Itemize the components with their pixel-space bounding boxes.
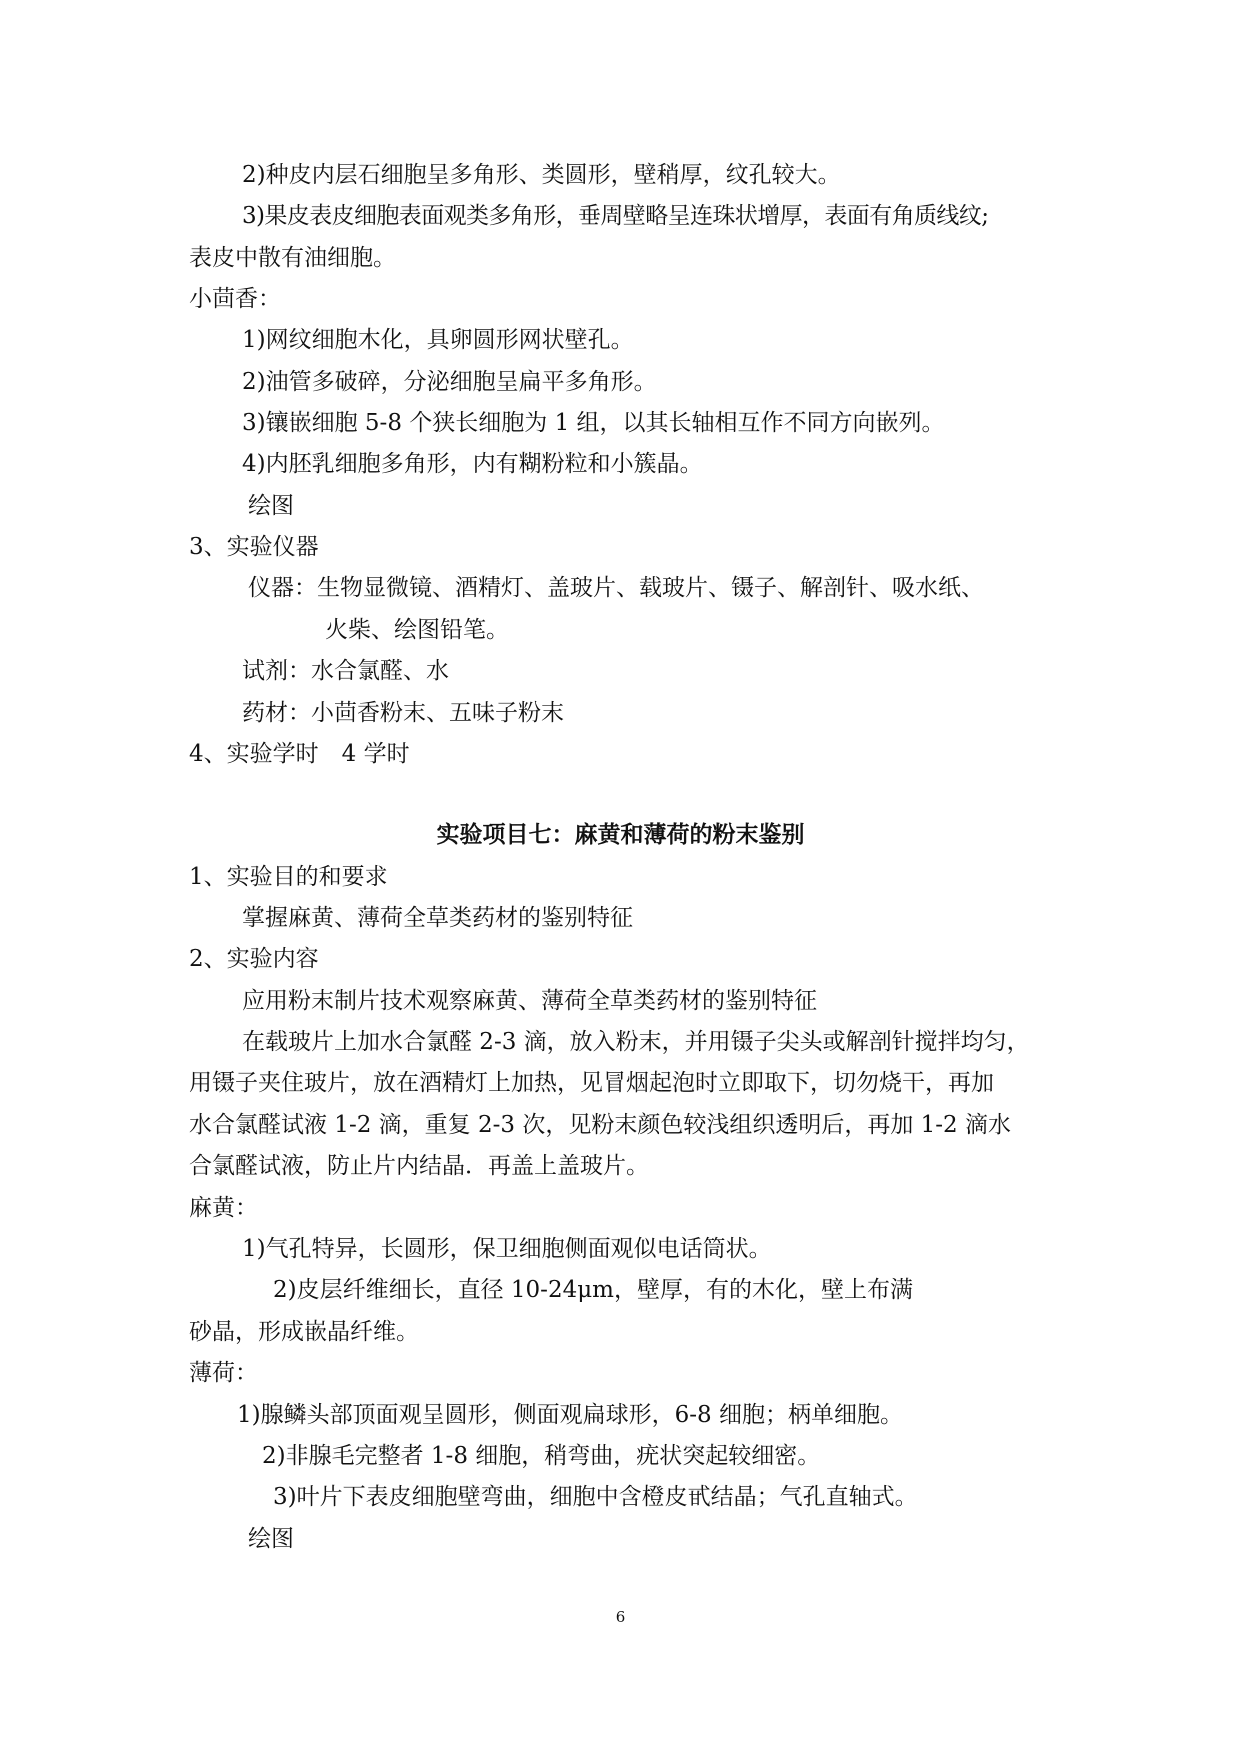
text-line: 3)镶嵌细胞 5-8 个狭长细胞为 1 组，以其长轴相互作不同方向嵌列。	[242, 410, 945, 436]
text-line: 1)气孔特异，长圆形，保卫细胞侧面观似电话筒状。	[242, 1236, 772, 1262]
text-line: 合氯醛试液，防止片内结晶．再盖上盖玻片。	[189, 1153, 649, 1179]
text-line: 1)腺鳞头部顶面观呈圆形，侧面观扁球形，6-8 细胞；柄单细胞。	[237, 1402, 903, 1428]
text-line: 砂晶，形成嵌晶纤维。	[189, 1319, 419, 1345]
section-heading: 4、实验学时 4 学时	[189, 741, 410, 767]
text-line: 2)非腺毛完整者 1-8 细胞，稍弯曲，疣状突起较细密。	[262, 1443, 821, 1469]
text-line: 药材：小茴香粉末、五味子粉末	[242, 700, 564, 726]
text-line: 仪器：生物显微镜、酒精灯、盖玻片、载玻片、镊子、解剖针、吸水纸、	[248, 575, 984, 601]
section-label-bohe: 薄荷：	[189, 1360, 258, 1386]
text-line: 2)油管多破碎，分泌细胞呈扁平多角形。	[242, 369, 657, 395]
section-label-xiaohuixiang: 小茴香：	[189, 286, 281, 312]
text-line: 3)果皮表皮细胞表面观类多角形，垂周壁略呈连珠状增厚，表面有角质线纹;	[242, 203, 989, 229]
text-line: 用镊子夹住玻片，放在酒精灯上加热，见冒烟起泡时立即取下，切勿烧干，再加	[189, 1070, 994, 1096]
section-label-mahuang: 麻黄：	[189, 1195, 258, 1221]
text-line: 1)网纹细胞木化，具卵圆形网状壁孔。	[242, 327, 634, 353]
text-line: 水合氯醛试液 1-2 滴，重复 2-3 次，见粉末颜色较浅组织透明后，再加 1-2 滴水	[189, 1112, 1011, 1138]
text-line: 在载玻片上加水合氯醛 2-3 滴，放入粉末，并用镊子尖头或解剖针搅拌均匀，	[242, 1029, 1030, 1055]
text-line: 表皮中散有油细胞。	[189, 245, 396, 271]
section-heading: 3、实验仪器	[189, 534, 319, 560]
text-line: 2)种皮内层石细胞呈多角形、类圆形，壁稍厚，纹孔较大。	[242, 162, 841, 188]
text-line: 4)内胚乳细胞多角形，内有糊粉粒和小簇晶。	[242, 451, 703, 477]
experiment-title: 实验项目七：麻黄和薄荷的粉末鉴别	[436, 821, 805, 848]
section-heading: 1、实验目的和要求	[189, 864, 388, 890]
text-line: 3)叶片下表皮细胞壁弯曲，细胞中含橙皮甙结晶；气孔直轴式。	[273, 1484, 918, 1510]
section-heading: 2、实验内容	[189, 946, 319, 972]
text-line: 2)皮层纤维细长，直径 10-24μm，壁厚，有的木化，壁上布满	[273, 1277, 913, 1303]
text-line: 掌握麻黄、薄荷全草类药材的鉴别特征	[242, 905, 633, 931]
text-line: 火柴、绘图铅笔。	[325, 617, 509, 643]
text-line: 绘图	[248, 1526, 294, 1552]
page-number: 6	[615, 1608, 626, 1626]
text-line: 应用粉末制片技术观察麻黄、薄荷全草类药材的鉴别特征	[242, 988, 817, 1014]
text-line: 试剂：水合氯醛、水	[242, 658, 449, 684]
text-line: 绘图	[248, 493, 294, 519]
